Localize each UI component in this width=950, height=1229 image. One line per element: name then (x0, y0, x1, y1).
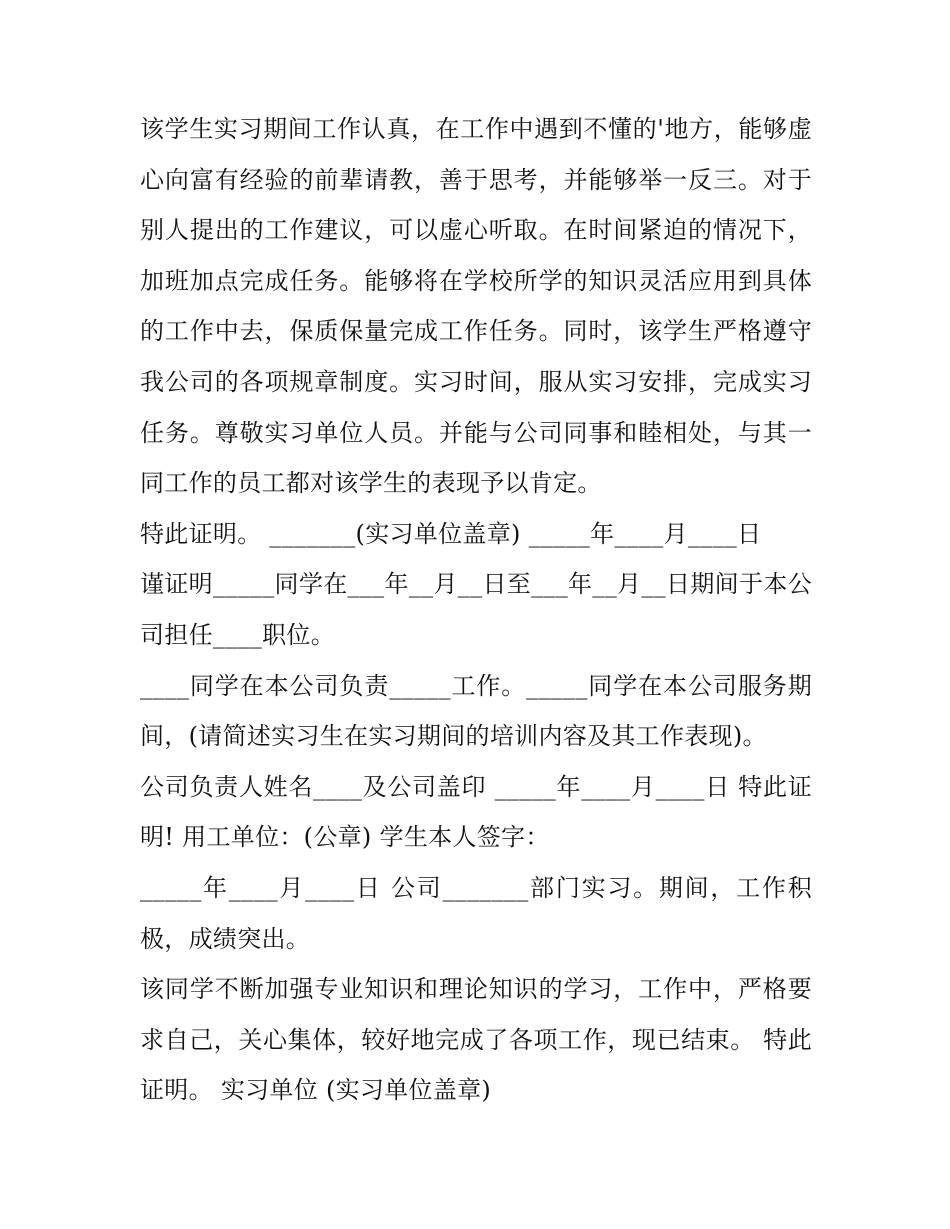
paragraph-department-internship: _____年____月____日 公司_______部门实习。期间，工作积极，成绩突出。 (140, 873, 812, 953)
paragraph-internship-evaluation: 该学生实习期间工作认真，在工作中遇到不懂的'地方，能够虚心向富有经验的前辈请教，善于思考，并能够举一反三。对于别人提出的工作建议，可以虚心听取。在时间紧迫的情况下，加班加点完成任务。能够将在学校所学的知识灵活应用到具体的工作中去，保质保量完成工作任务。同时，该学生严格遵守我公司的各项规章制度。实习时间，服从实习安排，完成实习任务。尊敬实习单位人员。并能与公司同事和睦相处，与其一同工作的员工都对该学生的表现予以肯定。 (140, 115, 812, 498)
paragraph-final-certification: 该同学不断加强专业知识和理论知识的学习，工作中，严格要求自己，关心集体，较好地完成了各项工作，现已结束。 特此证明。 实习单位 (实习单位盖章) (140, 975, 812, 1105)
paragraph-company-signature: 公司负责人姓名____及公司盖印 _____年____月____日 特此证明! 用工单位：(公章) 学生本人签字： (140, 772, 812, 852)
paragraph-certification-stamp: 特此证明。 _______(实习单位盖章) _____年____月____日 (140, 519, 762, 548)
paragraph-work-responsibility: ____同学在本公司负责_____工作。_____同学在本公司服务期间，(请简述实习生在实习期间的培训内容及其工作表现)。 (140, 671, 812, 751)
paragraph-internship-period: 谨证明_____同学在___年__月__日至___年__月__日期间于本公司担任____职位。 (140, 570, 812, 649)
document-body (140, 104, 812, 1116)
